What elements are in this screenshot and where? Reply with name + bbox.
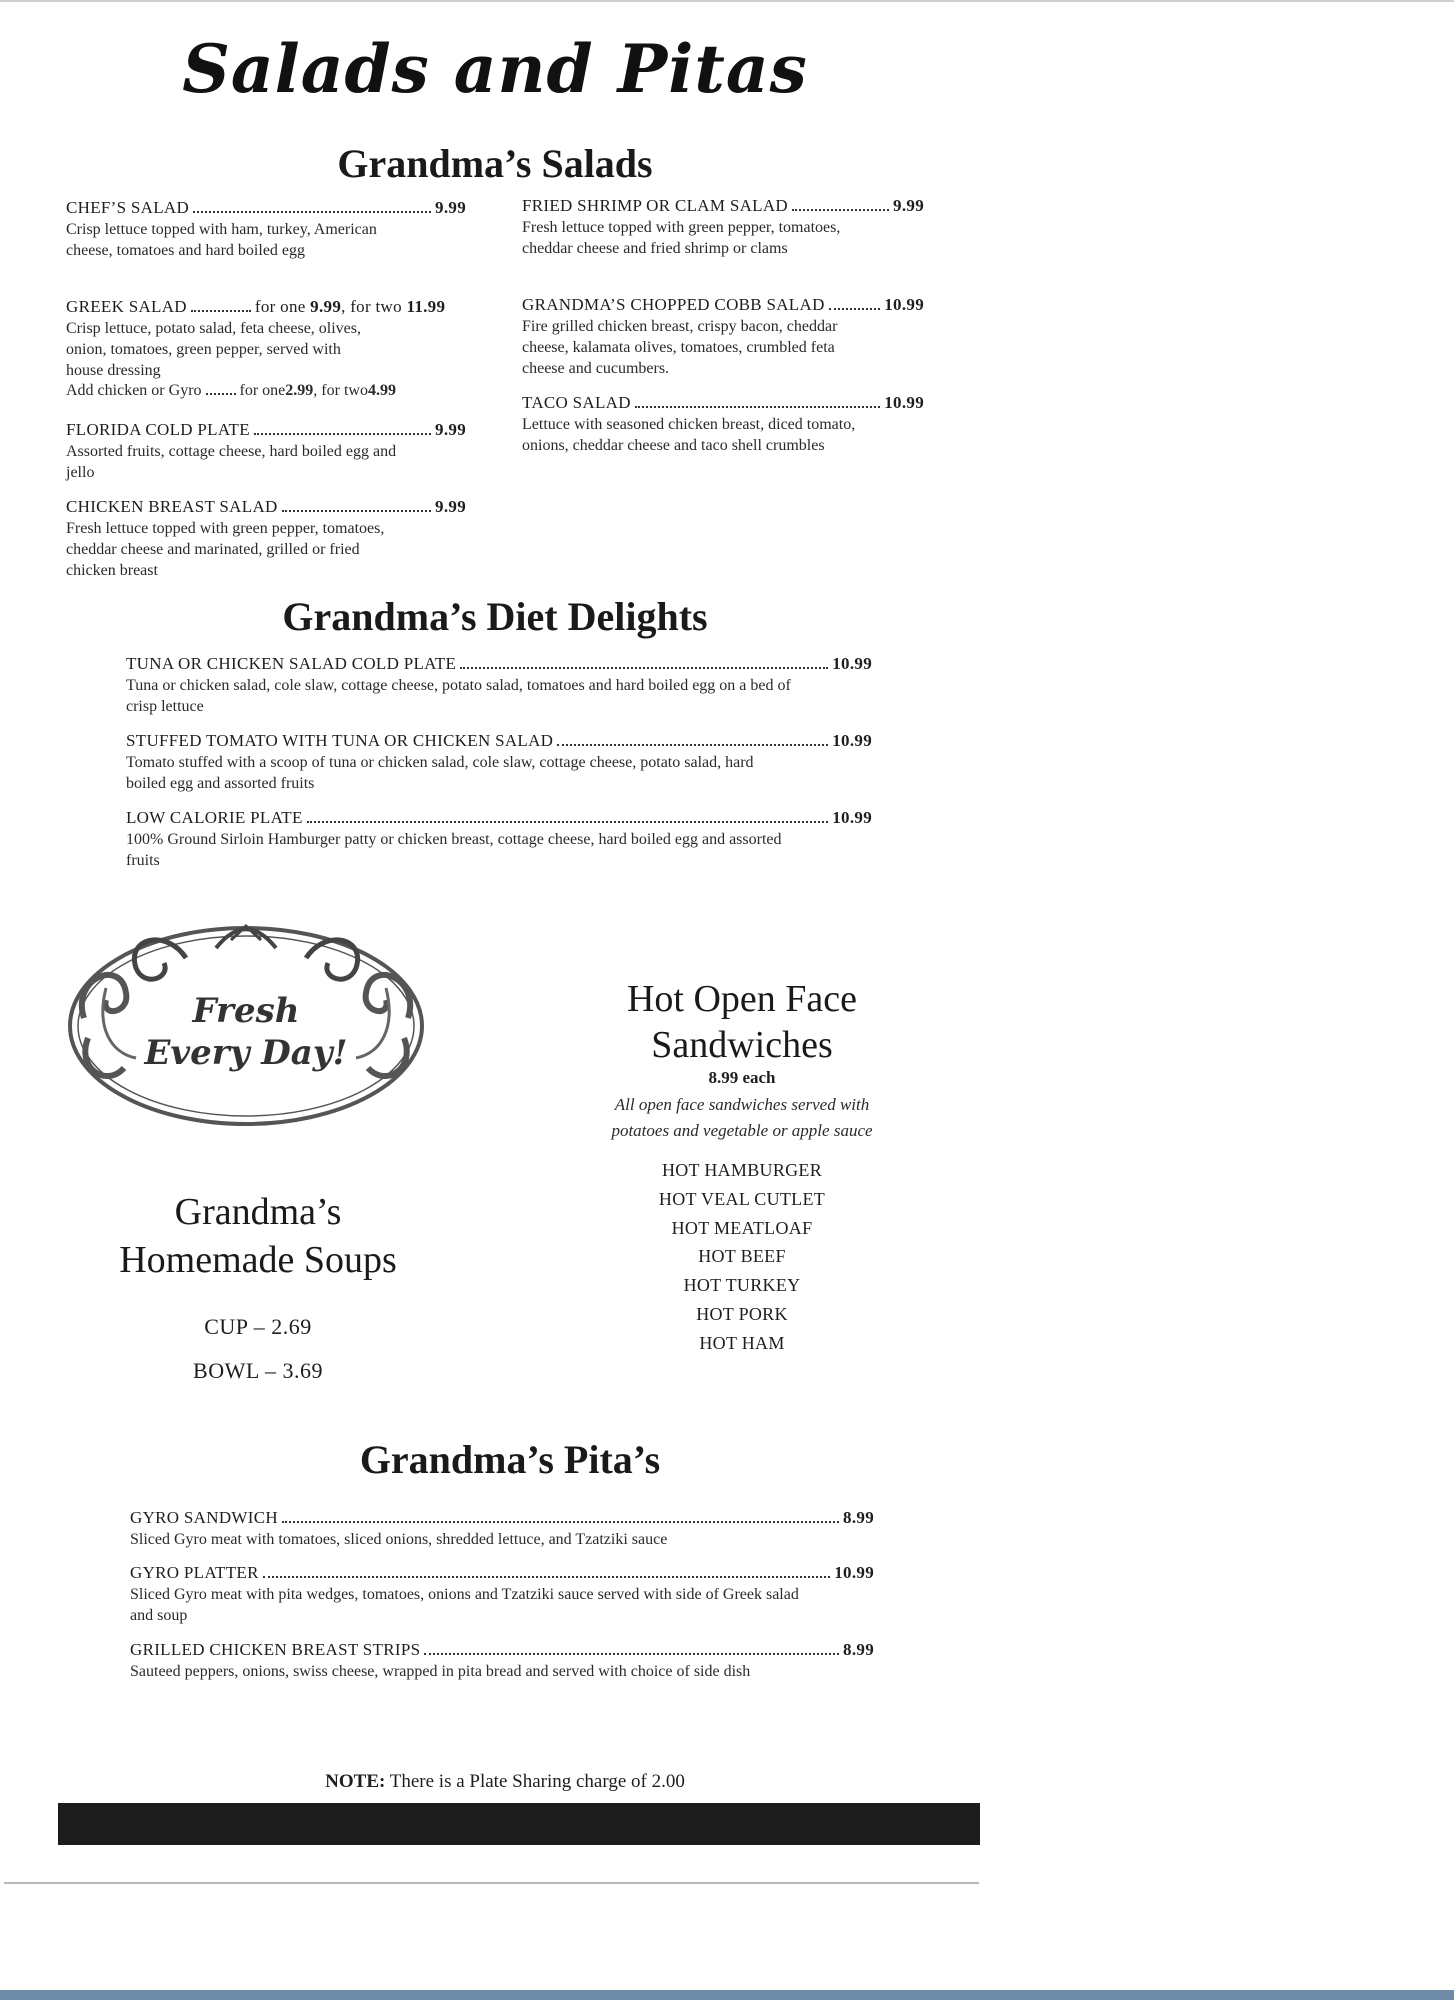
menu-item-greek-salad <box>66 297 466 400</box>
menu-item-grilled-chicken-strips <box>130 1640 874 1682</box>
open-face-note-line-2: potatoes and vegetable or apple sauce <box>611 1121 873 1140</box>
item-price: 9.99 <box>893 196 924 215</box>
item-price: 8.99 <box>843 1640 874 1659</box>
item-name: TUNA OR CHICKEN SALAD COLD PLATE <box>126 654 457 673</box>
item-name: FLORIDA COLD PLATE <box>66 420 250 439</box>
item-description: 100% Ground Sirloin Hamburger patty or chicken breast, cottage cheese, hard boiled egg and assorted fruits <box>126 831 782 869</box>
item-name: GYRO PLATTER <box>130 1563 259 1582</box>
open-face-title-line-2: Sandwiches <box>651 1024 833 1066</box>
menu-item-fried-shrimp-clam-salad <box>522 196 924 259</box>
list-item: HOT TURKEY <box>683 1275 801 1296</box>
open-face-title-line-1: Hot Open Face <box>626 978 858 1020</box>
item-description: Sliced Gyro meat with tomatoes, sliced onions, shredded lettuce, and Tzatziki sauce <box>130 1531 668 1548</box>
item-description: Crisp lettuce, potato salad, feta cheese, olives, onion, tomatoes, green pepper, served with house dressing <box>66 320 362 379</box>
item-description: Tuna or chicken salad, cole slaw, cottage cheese, potato salad, tomatoes and hard boiled egg on a bed of crisp lettuce <box>126 677 791 715</box>
plate-sharing-note <box>0 1771 1010 1793</box>
menu-item-florida-cold-plate <box>66 420 466 483</box>
soup-bowl-price: BOWL – 3.69 <box>193 1358 323 1383</box>
list-item: HOT HAM <box>699 1332 785 1353</box>
menu-item-tuna-chicken-cold-plate <box>126 654 872 717</box>
list-item: HOT MEATLOAF <box>671 1217 813 1238</box>
note-label: NOTE: <box>325 1771 386 1792</box>
item-name: GYRO SANDWICH <box>130 1508 278 1527</box>
open-face-price: 8.99 each <box>708 1068 776 1087</box>
item-price: 9.99 <box>435 420 466 439</box>
badge-line-2: Every Day! <box>144 1033 348 1073</box>
item-description: Fresh lettuce topped with green pepper, tomatoes, cheddar cheese and marinated, grilled or fried chicken breast <box>66 520 385 579</box>
item-price: 8.99 <box>843 1508 874 1527</box>
item-name: GREEK SALAD <box>66 297 187 316</box>
note-text: There is a Plate Sharing charge of 2.00 <box>385 1771 685 1792</box>
open-face-list <box>562 1156 922 1358</box>
page-title: Salads and Pitas <box>182 30 808 108</box>
footer-bar <box>58 1803 980 1845</box>
badge-line-1: Fresh <box>192 991 300 1031</box>
open-face-title <box>562 976 922 1068</box>
menu-item-gyro-sandwich <box>130 1508 874 1550</box>
list-item: HOT BEEF <box>698 1246 786 1267</box>
item-price-text: for one 9.99, for two 11.99 <box>254 297 446 316</box>
item-description: Crisp lettuce topped with ham, turkey, American cheese, tomatoes and hard boiled egg <box>66 221 377 259</box>
list-item: HOT VEAL CUTLET <box>658 1188 826 1209</box>
soups-title <box>66 1188 450 1284</box>
item-price: 10.99 <box>832 731 872 750</box>
item-name: GRILLED CHICKEN BREAST STRIPS <box>130 1640 421 1659</box>
item-description: Fresh lettuce topped with green pepper, tomatoes, cheddar cheese and fried shrimp or clams <box>522 219 841 257</box>
page-shadow-edge <box>4 1882 979 1884</box>
item-name: FRIED SHRIMP OR CLAM SALAD <box>522 196 788 215</box>
open-face-note-line-1: All open face sandwiches served with <box>614 1095 870 1114</box>
item-name: LOW CALORIE PLATE <box>126 808 303 827</box>
soups-title-line-1: Grandma’s <box>174 1191 342 1233</box>
menu-item-chicken-breast-salad <box>66 497 466 581</box>
item-description: Sliced Gyro meat with pita wedges, tomatoes, onions and Tzatziki sauce served with side of Greek salad and soup <box>130 1586 799 1624</box>
menu-item-chopped-cobb-salad <box>522 295 924 379</box>
list-item: HOT HAMBURGER <box>661 1160 823 1180</box>
menu-item-gyro-platter <box>130 1563 874 1626</box>
open-face-note <box>562 1092 922 1144</box>
item-description: Lettuce with seasoned chicken breast, diced tomato, onions, cheddar cheese and taco shell crumbles <box>522 416 856 454</box>
fresh-every-day-badge <box>66 918 426 1128</box>
soup-cup-price: CUP – 2.69 <box>204 1314 312 1339</box>
item-name: GRANDMA’S CHOPPED COBB SALAD <box>522 295 825 314</box>
item-addon: Add chicken or Gyro for one 2.99 , for two 4.99 <box>66 382 396 399</box>
item-description: Assorted fruits, cottage cheese, hard boiled egg and jello <box>66 443 397 481</box>
item-description: Tomato stuffed with a scoop of tuna or chicken salad, cole slaw, cottage cheese, potato salad, hard boiled egg and assorted fruits <box>126 754 754 792</box>
item-price: 10.99 <box>832 808 872 827</box>
item-price: 10.99 <box>832 654 872 673</box>
item-price: 10.99 <box>834 1563 874 1582</box>
item-description: Fire grilled chicken breast, crispy bacon, cheddar cheese, kalamata olives, tomatoes, crumbled feta cheese and cucumbers. <box>522 318 838 377</box>
menu-item-taco-salad <box>522 393 924 456</box>
item-name: CHICKEN BREAST SALAD <box>66 497 278 516</box>
item-price: 10.99 <box>884 295 924 314</box>
item-name: CHEF’S SALAD <box>66 198 190 217</box>
item-description: Sauteed peppers, onions, swiss cheese, wrapped in pita bread and served with choice of side dish <box>130 1663 751 1680</box>
diet-title: Grandma’s Diet Delights <box>282 594 708 639</box>
menu-item-stuffed-tomato <box>126 731 872 794</box>
list-item: HOT PORK <box>696 1303 788 1324</box>
menu-item-low-calorie-plate <box>126 808 872 871</box>
pitas-title: Grandma’s Pita’s <box>359 1437 661 1482</box>
menu-item-chefs-salad <box>66 198 466 261</box>
scan-edge-top <box>0 0 1454 2</box>
item-price: 9.99 <box>435 198 466 217</box>
item-price: 9.99 <box>435 497 466 516</box>
soups-title-line-2: Homemade Soups <box>119 1239 397 1281</box>
salads-title: Grandma’s Salads <box>337 141 653 186</box>
item-name: STUFFED TOMATO WITH TUNA OR CHICKEN SALAD <box>126 731 554 750</box>
scan-edge-bottom <box>0 1990 1454 2000</box>
item-name: TACO SALAD <box>522 393 631 412</box>
item-price: 10.99 <box>884 393 924 412</box>
